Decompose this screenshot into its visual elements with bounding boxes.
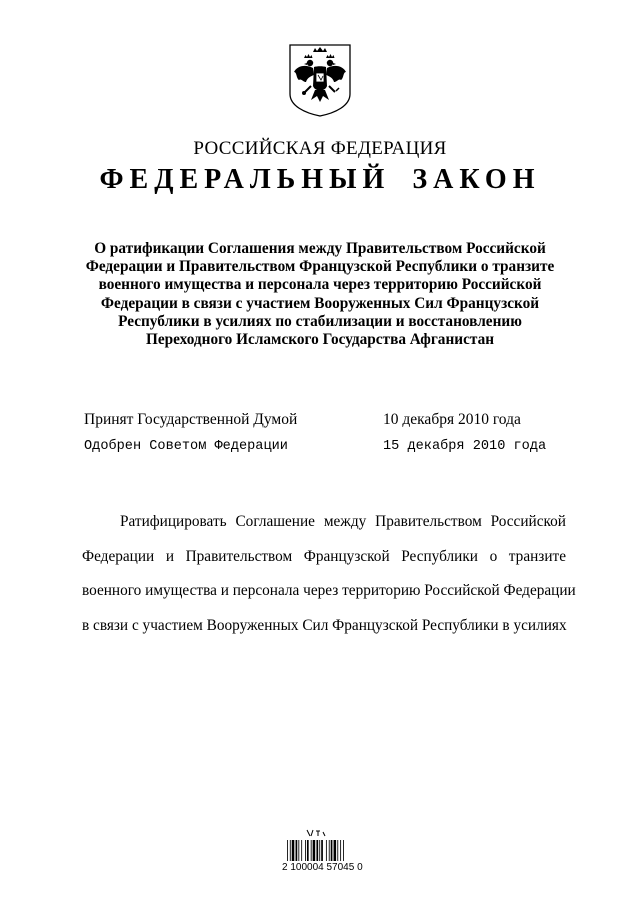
body-line	[82, 545, 566, 580]
country-heading: РОССИЙСКАЯ ФЕДЕРАЦИЯ	[193, 138, 447, 159]
barcode-bar	[326, 840, 327, 861]
body-word: Правительством	[185, 547, 293, 565]
barcode-bars	[287, 840, 344, 861]
barcode-mark-icon	[307, 830, 325, 836]
barcode-bar	[305, 840, 306, 861]
barcode-bar	[321, 840, 323, 861]
barcode-bar	[301, 840, 302, 861]
barcode-bar	[296, 840, 298, 861]
barcode-bar	[311, 840, 312, 861]
body-word: Республики	[401, 547, 478, 565]
law-title	[70, 240, 570, 349]
barcode-bar	[319, 840, 320, 861]
body-line	[82, 510, 566, 545]
barcode-bar	[329, 840, 330, 861]
barcode-bar	[307, 840, 309, 861]
law-title-line: военного имущества и персонала через территорию Российской	[98, 276, 542, 294]
barcode-bar	[313, 840, 316, 861]
barcode-bar	[337, 840, 338, 861]
body-word: транзите	[508, 547, 566, 565]
barcode-bar	[316, 840, 318, 861]
body-word: Французской	[303, 547, 390, 565]
council-approval-label: Одобрен Советом Федерации	[84, 439, 288, 454]
barcode-bar	[331, 840, 333, 861]
body-word: Соглашение	[235, 513, 315, 530]
doc-type-word-1: ФЕДЕРАЛЬНЫЙ	[99, 164, 391, 195]
doc-type-word-2: ЗАКОН	[412, 164, 541, 195]
barcode-bar	[343, 840, 344, 861]
barcode-bar	[298, 840, 299, 861]
barcode-number: 2 100004 57045 0	[282, 862, 363, 873]
law-body-text	[82, 510, 576, 649]
body-line-text: в связи с участием Вооруженных Сил Французской Республики в усилиях	[82, 617, 567, 635]
barcode-bar	[290, 840, 291, 861]
law-title-line: Федерации в связи с участием Вооруженных Сил Французской	[100, 294, 540, 312]
body-word: и	[165, 547, 175, 565]
body-line	[82, 579, 576, 614]
body-word: между	[323, 513, 367, 530]
barcode-bar	[334, 840, 337, 861]
duma-adoption-label: Принят Государственной Думой	[84, 411, 298, 428]
body-word: Правительством	[375, 513, 482, 530]
body-word: о	[489, 547, 498, 565]
barcode-bar	[340, 840, 341, 861]
coat-of-arms-emblem	[287, 42, 353, 118]
body-line	[82, 614, 566, 649]
body-line-text: военного имущества и персонала через территорию Российской Федерации	[82, 582, 576, 600]
barcode-bar	[292, 840, 295, 861]
duma-adoption-date: 10 декабря 2010 года	[383, 411, 521, 428]
body-word: Ратифицировать	[120, 513, 227, 530]
body-word: Российской	[490, 513, 566, 530]
barcode-bar	[287, 840, 288, 861]
document-type-heading	[0, 164, 640, 196]
body-word: Федерации	[82, 547, 155, 565]
council-approval-date: 15 декабря 2010 года	[383, 439, 547, 454]
law-title-line: Переходного Исламского Государства Афганистан	[145, 331, 495, 349]
law-title-line: Республики в усилиях по стабилизации и восстановлению	[118, 312, 522, 330]
law-title-line: Федерации и Правительством Французской Республики о транзите	[85, 258, 555, 276]
law-title-line: О ратификации Соглашения между Правительством Российской	[94, 240, 546, 257]
